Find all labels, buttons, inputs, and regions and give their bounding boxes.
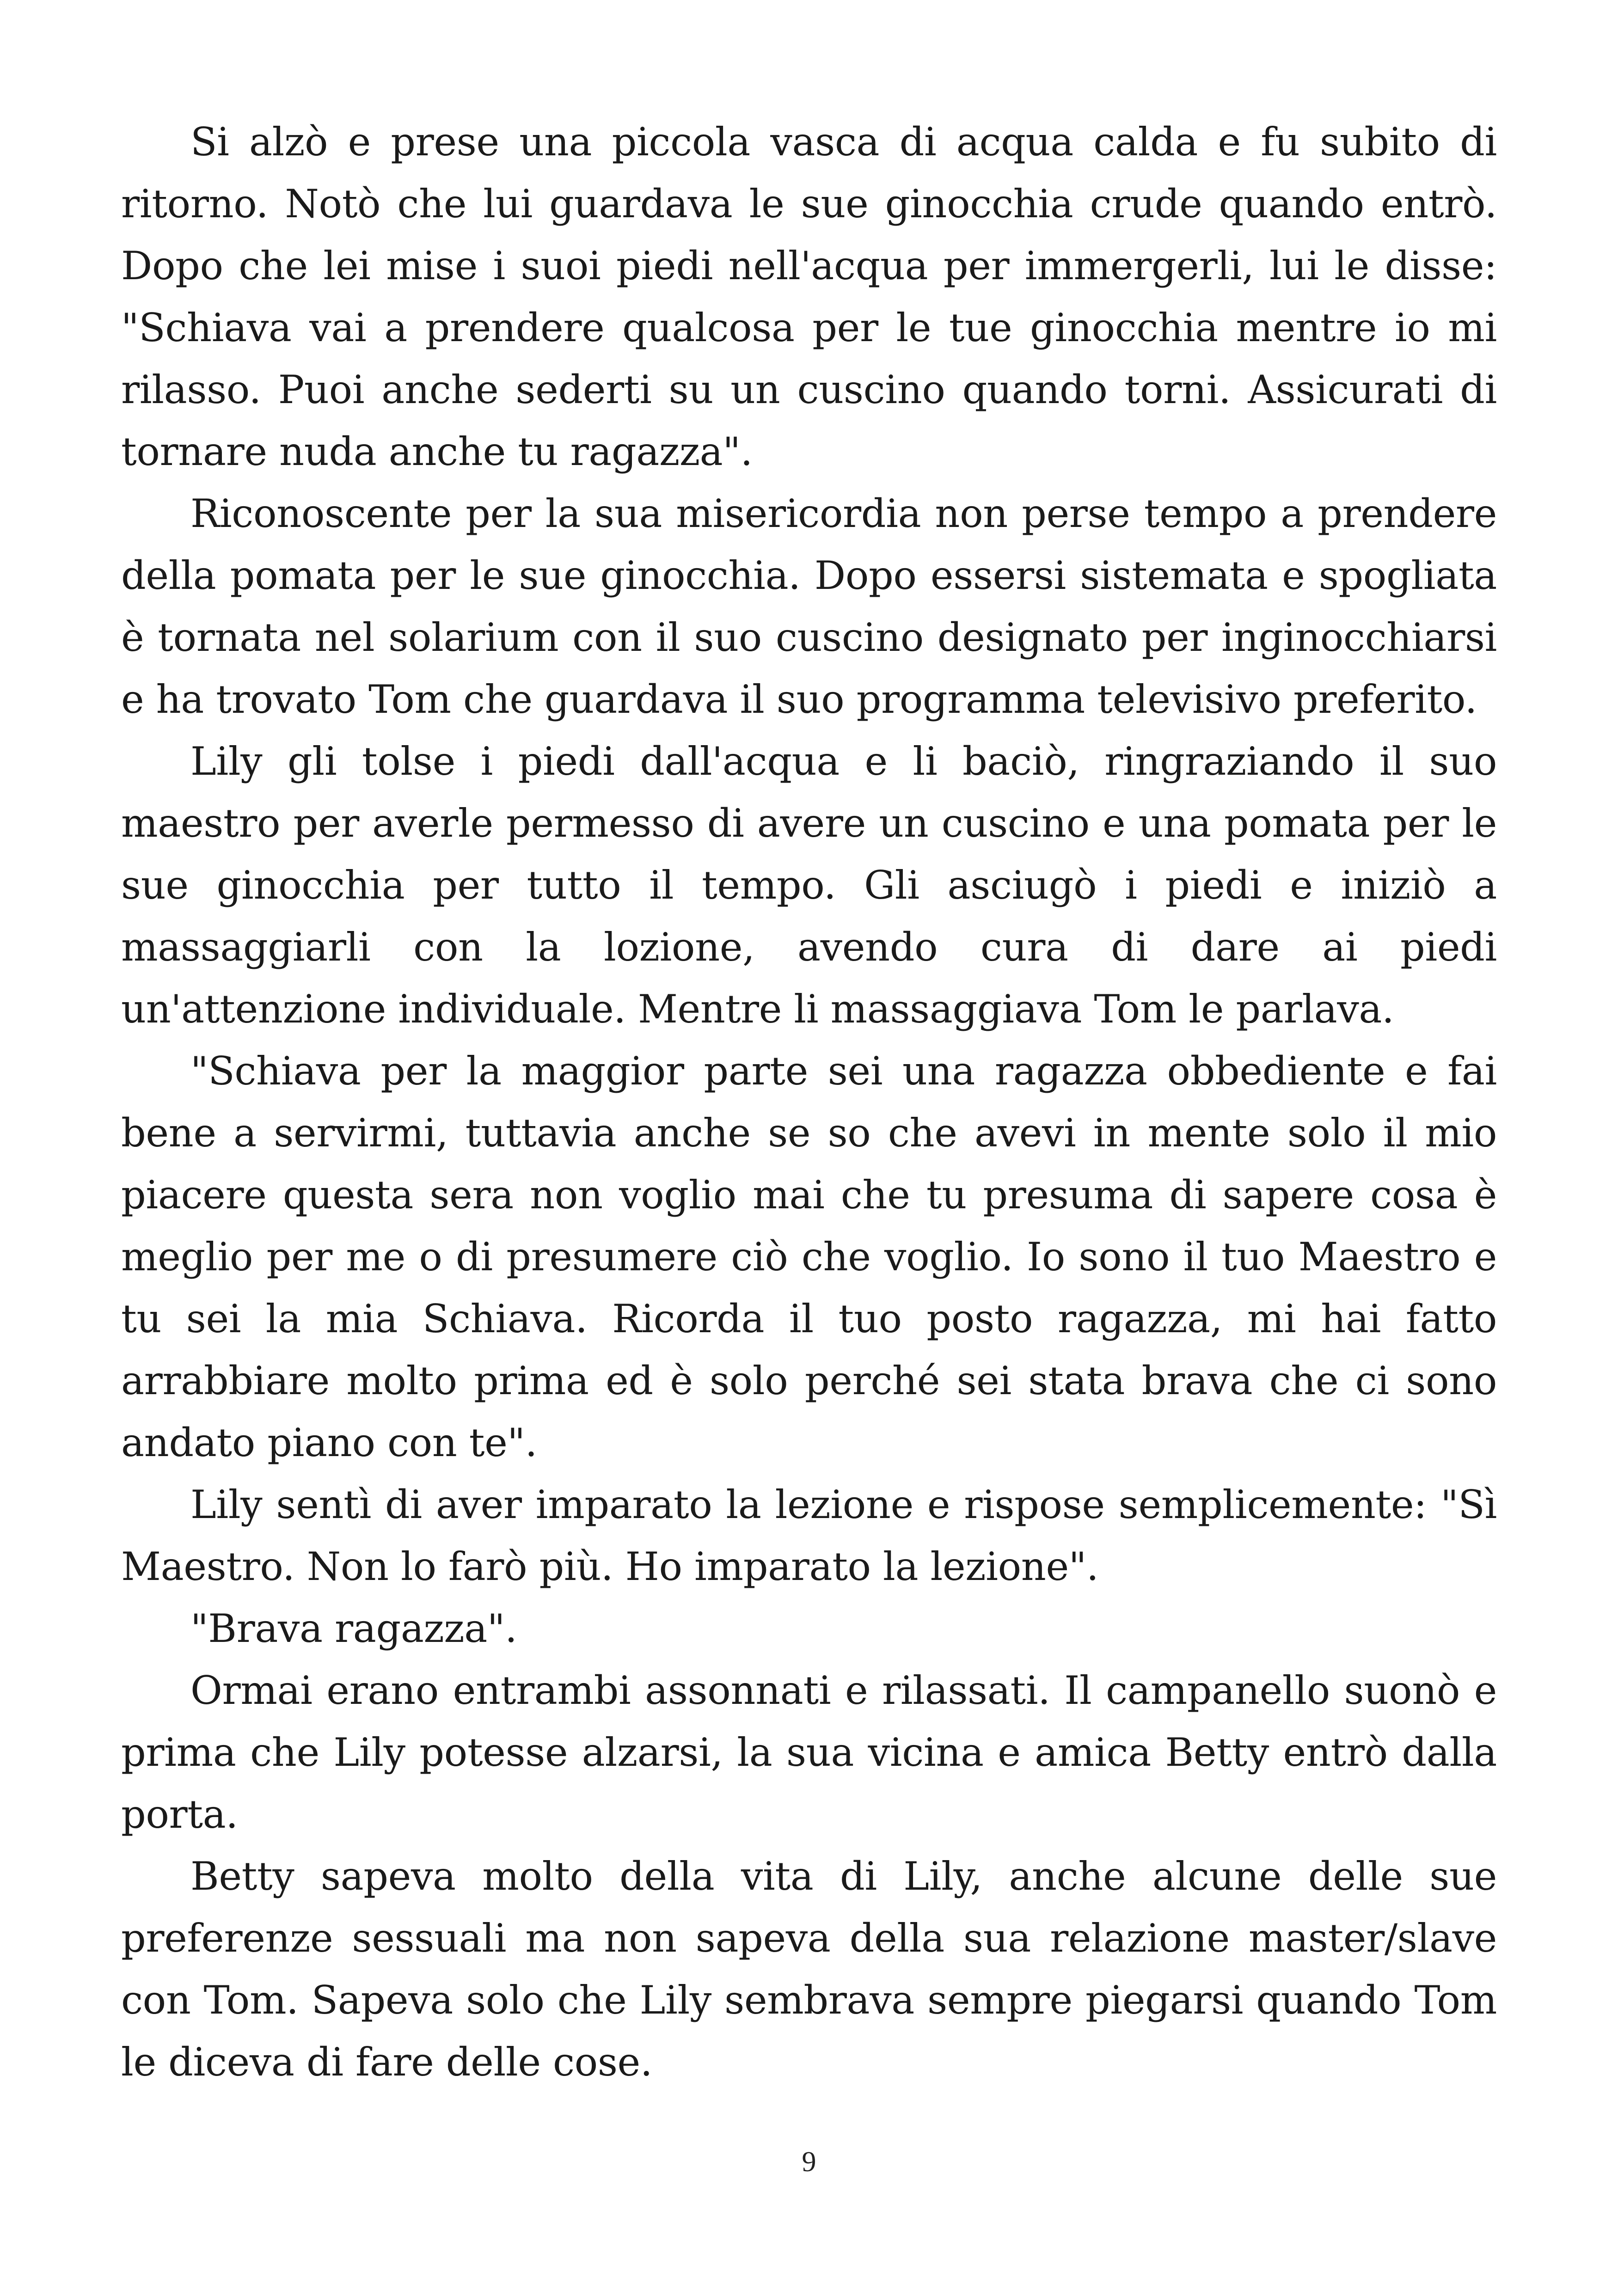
paragraph-8: Betty sapeva molto della vita di Lily, anche alcune delle sue preferenze sessuali ma non sapeva della sua relazione master/slave con Tom. Sapeva solo che Lily sembrava sempre piegarsi quando Tom le diceva di fare delle cose. <box>121 1854 1497 2085</box>
paragraph-3: Lily gli tolse i piedi dall'acqua e li baciò, ringraziando il suo maestro per averle permesso di avere un cuscino e una pomata per le sue ginocchia per tutto il tempo. Gli asciugò i piedi e iniziò a massaggiarli con la lozione, avendo cura di dare ai piedi un'attenzione individuale. Mentre li massaggiava Tom le parlava. <box>121 739 1497 1032</box>
paragraph-5: Lily sentì di aver imparato la lezione e rispose semplicemente: "Sì Maestro. Non lo farò più. Ho imparato la lezione". <box>121 1482 1497 1589</box>
page-number: 9 <box>802 2146 816 2178</box>
paragraph-7: Ormai erano entrambi assonnati e rilassati. Il campanello suonò e prima che Lily potesse alzarsi, la sua vicina e amica Betty entrò dalla porta. <box>121 1668 1497 1837</box>
paragraph-2: Riconoscente per la sua misericordia non perse tempo a prendere della pomata per le sue ginocchia. Dopo essersi sistemata e spogliata è tornata nel solarium con il suo cuscino designato per inginocchiarsi e ha trovato Tom che guardava il suo programma televisivo preferito. <box>121 491 1497 722</box>
paragraph-6: "Brava ragazza". <box>190 1606 517 1651</box>
paragraph-1: Si alzò e prese una piccola vasca di acqua calda e fu subito di ritorno. Notò che lui guardava le sue ginocchia crude quando entrò. Dopo che lei mise i suoi piedi nell'acqua per immergerli, lui le disse: "Schiava vai a prendere qualcosa per le tue ginocchia mentre io mi rilasso. Puoi anche sederti su un cuscino quando torni. Assicurati di tornare nuda anche tu ragazza". <box>121 119 1497 474</box>
paragraph-4: "Schiava per la maggior parte sei una ragazza obbediente e fai bene a servirmi, tuttavia anche se so che avevi in mente solo il mio piacere questa sera non voglio mai che tu presuma di sapere cosa è meglio per me o di presumere ciò che voglio. Io sono il tuo Maestro e tu sei la mia Schiava. Ricorda il tuo posto ragazza, mi hai fatto arrabbiare molto prima ed è solo perché sei stata brava che ci sono andato piano con te". <box>121 1048 1497 1465</box>
page-body <box>121 111 1497 2093</box>
